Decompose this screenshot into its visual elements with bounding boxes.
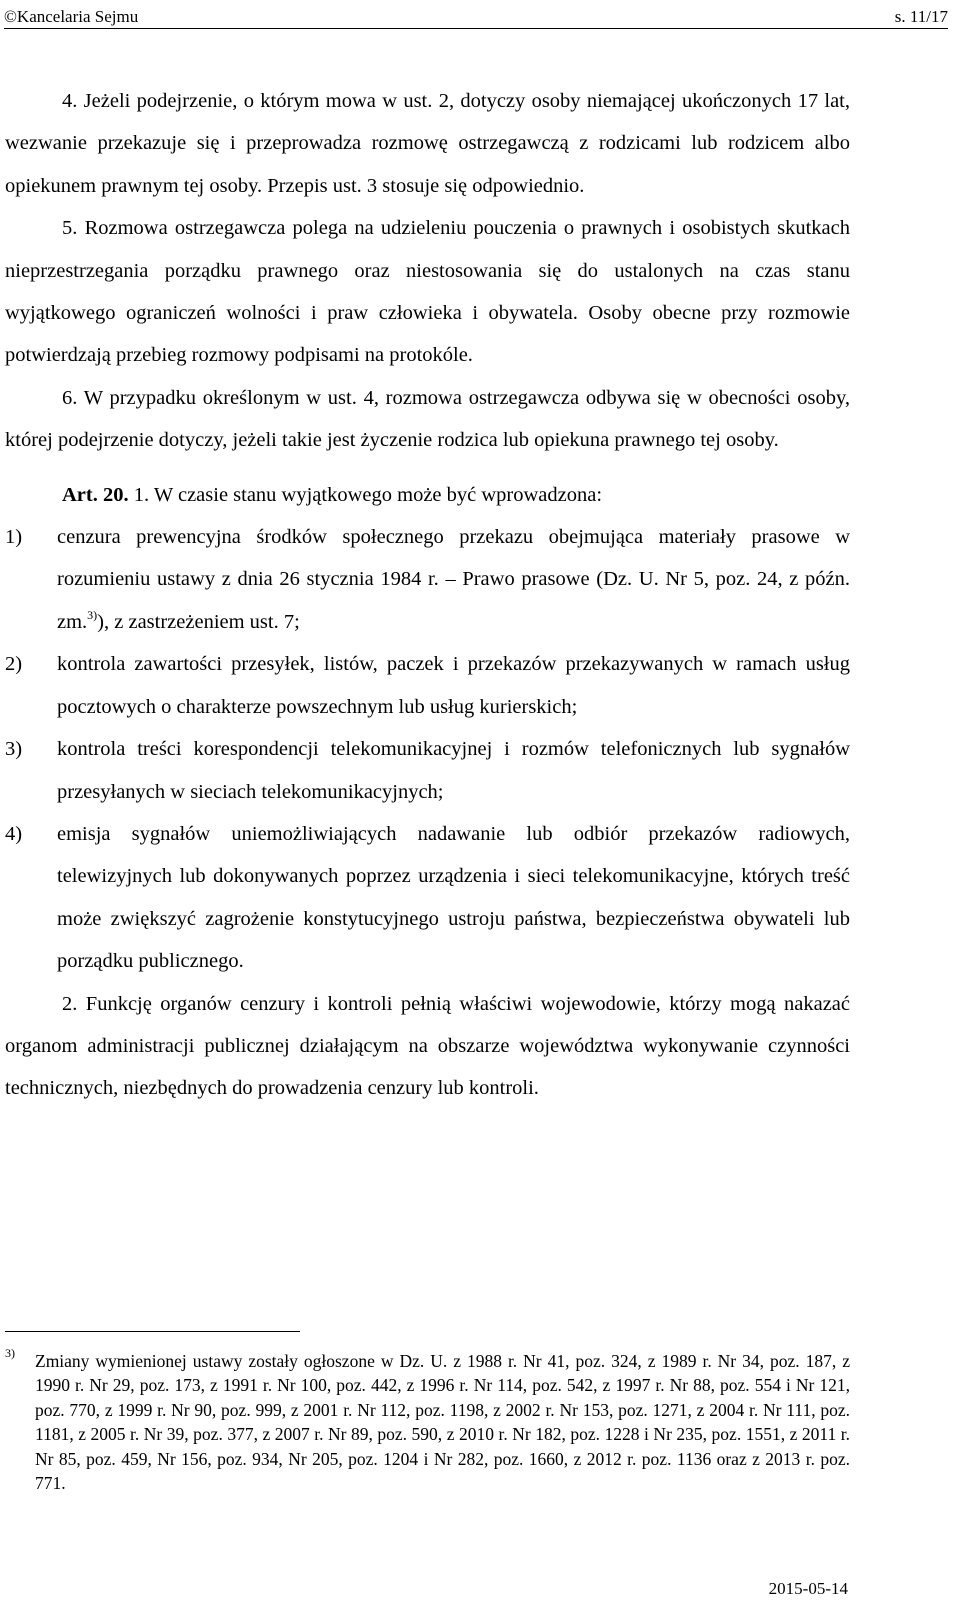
header-divider — [4, 28, 948, 29]
list-item-number: 2) — [5, 653, 23, 676]
document-date: 2015-05-14 — [768, 1579, 848, 1598]
footnote-number: 3) — [5, 1346, 15, 1360]
page-header — [4, 6, 948, 28]
list-item-text-end: ), z zastrzeżeniem ust. 7; — [97, 610, 300, 633]
article-20-paragraph-2: 2. Funkcję organów cenzury i kontroli pełnią właściwi wojewodowie, którzy mogą nakazać organom administracji publicznej działającym na obszarze województwa wykonywanie czynności technicznych, niezbędnych do prowadzenia cenzury lub kontroli. — [5, 992, 850, 1100]
footnote-reference[interactable]: 3) — [87, 607, 98, 622]
publisher-label: ©Kancelaria Sejmu — [4, 7, 139, 26]
list-item-number: 3) — [5, 738, 23, 761]
footnote-divider — [5, 1331, 300, 1332]
document-body — [5, 80, 850, 1110]
paragraph-6: 6. W przypadku określonym w ust. 4, rozmowa ostrzegawcza odbywa się w obecności osoby, której podejrzenie dotyczy, jeżeli takie jest życzenie rodzica lub opiekuna prawnego tej osoby. — [5, 386, 850, 452]
list-item-1 — [5, 516, 850, 643]
list-item-text: kontrola treści korespondencji telekomunikacyjnej i rozmów telefonicznych lub sygnałów przesyłanych w sieciach telekomunikacyjnych; — [57, 738, 850, 803]
article-intro-text: 1. W czasie stanu wyjątkowego może być wprowadzona: — [128, 483, 603, 506]
list-item-number: 1) — [5, 526, 23, 549]
list-item-2 — [5, 643, 850, 728]
list-item-4 — [5, 813, 850, 983]
list-item-text: kontrola zawartości przesyłek, listów, paczek i przekazów przekazywanych w ramach usług pocztowych o charakterze powszechnym lub usług kurierskich; — [57, 653, 850, 718]
article-20-intro — [5, 474, 850, 516]
list-item-3 — [5, 728, 850, 813]
list-item-text: emisja sygnałów uniemożliwiających nadawanie lub odbiór przekazów radiowych, telewizyjnych lub dokonywanych poprzez urządzenia i sieci telekomunikacyjne, których treść może zwiększyć zagrożenie konstytucyjnego ustroju państwa, bezpieczeństwa obywateli lub porządku publicznego. — [57, 822, 850, 973]
article-label: Art. 20. — [62, 483, 129, 506]
page-number: s. 11/17 — [894, 7, 948, 26]
list-item-number: 4) — [5, 822, 23, 845]
paragraph-4: 4. Jeżeli podejrzenie, o którym mowa w ust. 2, dotyczy osoby niemającej ukończonych 17 lat, wezwanie przekazuje się i przeprowadza rozmowę ostrzegawczą z rodzicami lub rodzicem albo opiekunem prawnym tej osoby. Przepis ust. 3 stosuje się odpowiednio. — [5, 90, 850, 197]
footnote-text: Zmiany wymienionej ustawy zostały ogłoszone w Dz. U. z 1988 r. Nr 41, poz. 324, z 1989 r. Nr 34, poz. 187, z 1990 r. Nr 29, poz. 173, z 1991 r. Nr 100, poz. 442, z 1996 r. Nr 114, poz. 542, z 1997 r. Nr 88, poz. 554 i Nr 121, poz. 770, z 1999 r. Nr 90, poz. 999, z 2001 r. Nr 112, poz. 1198, z 2002 r. Nr 153, poz. 1271, z 2004 r. Nr 111, poz. 1181, z 2005 r. Nr 39, poz. 377, z 2007 r. Nr 89, poz. 590, z 2010 r. Nr 182, poz. 1228 i Nr 235, poz. 1551, z 2011 r. Nr 85, poz. 459, Nr 156, poz. 934, Nr 205, poz. 1204 i Nr 282, poz. 1660, z 2012 r. poz. 1136 oraz z 2013 r. poz. 771. — [35, 1351, 850, 1494]
paragraph-5: 5. Rozmowa ostrzegawcza polega na udzieleniu pouczenia o prawnych i osobistych skutkach nieprzestrzegania porządku prawnego oraz niestosowania się do ustalonych na czas stanu wyjątkowego ograniczeń wolności i praw człowieka i obywatela. Osoby obecne przy rozmowie potwierdzają przebieg rozmowy podpisami na protokóle. — [5, 217, 850, 367]
footnote — [5, 1346, 850, 1495]
list-item-text: cenzura prewencyjna środków społecznego przekazu obejmująca materiały prasowe w rozumieniu ustawy z dnia 26 stycznia 1984 r. – Prawo prasowe (Dz. U. Nr 5, poz. 24, z późn. zm. — [57, 526, 850, 633]
